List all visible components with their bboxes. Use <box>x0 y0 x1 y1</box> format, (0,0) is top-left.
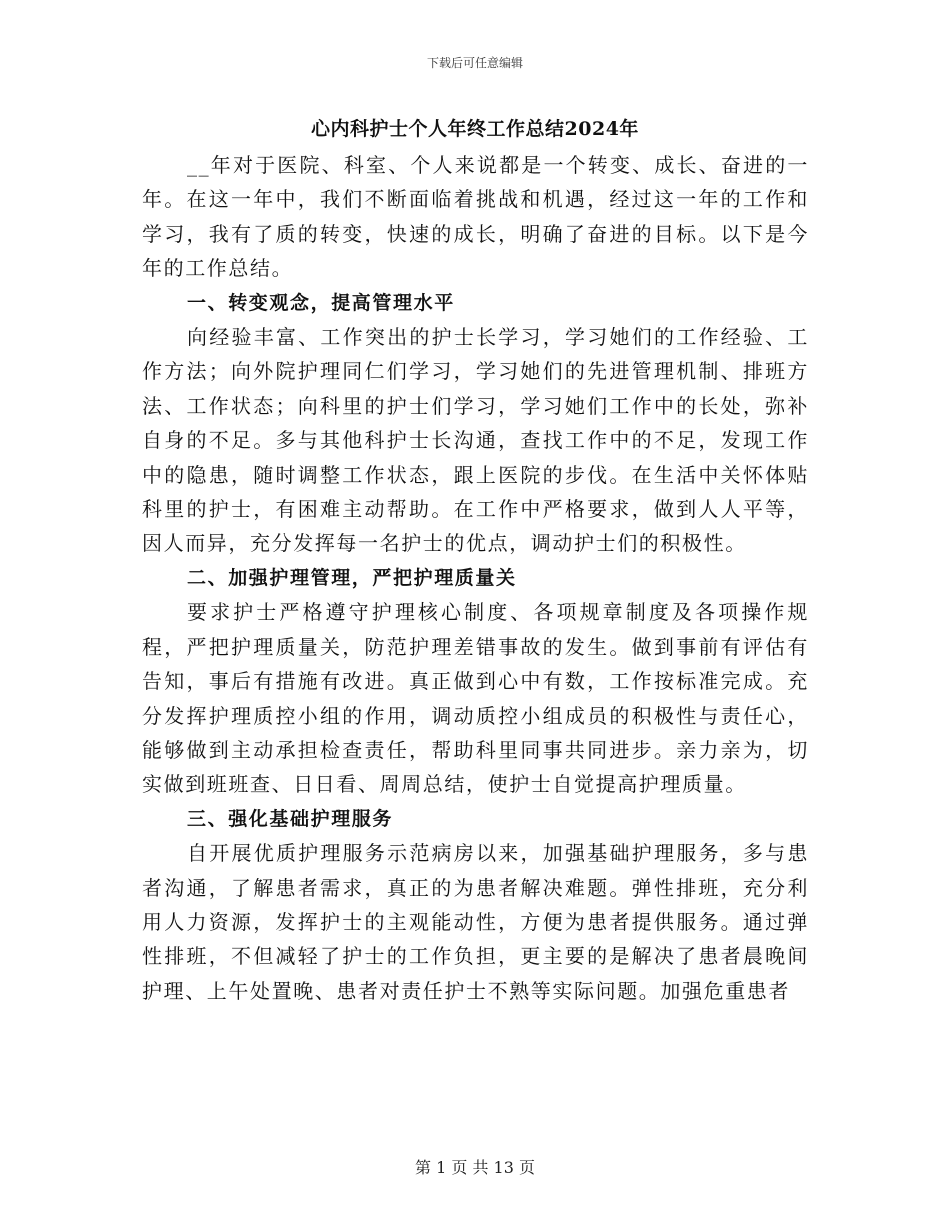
section-body-1: 向经验丰富、工作突出的护士长学习，学习她们的工作经验、工作方法；向外院护理同仁们学习，学习她们的先进管理机制、排班方法、工作状态；向科里的护士们学习，学习她们工作中的长处，弥补自身的不足。多与其他科护士长沟通，查找工作中的不足，发现工作中的隐患，随时调整工作状态，跟上医院的步伐。在生活中关怀体贴科里的护士，有困难主动帮助。在工作中严格要求，做到人人平等，因人而异，充分发挥每一名护士的优点，调动护士们的积极性。 <box>142 325 809 556</box>
page-number: 第 1 页 共 13 页 <box>415 1158 535 1177</box>
section-heading-1: 一、转变观念，提高管理水平 <box>187 291 455 314</box>
document-body <box>142 148 809 1008</box>
section-heading-2: 二、加强护理管理，严把护理质量关 <box>187 566 517 589</box>
section-body-3: 自开展优质护理服务示范病房以来，加强基础护理服务，多与患者沟通，了解患者需求，真正的为患者解决难题。弹性排班，充分利用人力资源，发挥护士的主观能动性，方便为患者提供服务。通过弹性排班，不但减轻了护士的工作负担，更主要的是解决了患者晨晚间护理、上午处置晚、患者对责任护士不熟等实际问题。加强危重患者 <box>142 841 809 1003</box>
intro-paragraph: __年对于医院、科室、个人来说都是一个转变、成长、奋进的一年。在这一年中，我们不断面临着挑战和机遇，经过这一年的工作和学习，我有了质的转变，快速的成长，明确了奋进的目标。以下是今年的工作总结。 <box>142 153 809 281</box>
section-heading-3: 三、强化基础护理服务 <box>187 807 394 830</box>
document-title: 心内科护士个人年终工作总结2024年 <box>311 118 639 140</box>
section-body-2: 要求护士严格遵守护理核心制度、各项规章制度及各项操作规程，严把护理质量关，防范护理差错事故的发生。做到事前有评估有告知，事后有措施有改进。真正做到心中有数，工作按标准完成。充分发挥护理质控小组的作用，调动质控小组成员的积极性与责任心，能够做到主动承担检查责任，帮助科里同事共同进步。亲力亲为，切实做到班班查、日日看、周周总结，使护士自觉提高护理质量。 <box>142 600 809 797</box>
page-header-note: 下载后可任意编辑 <box>426 56 523 70</box>
